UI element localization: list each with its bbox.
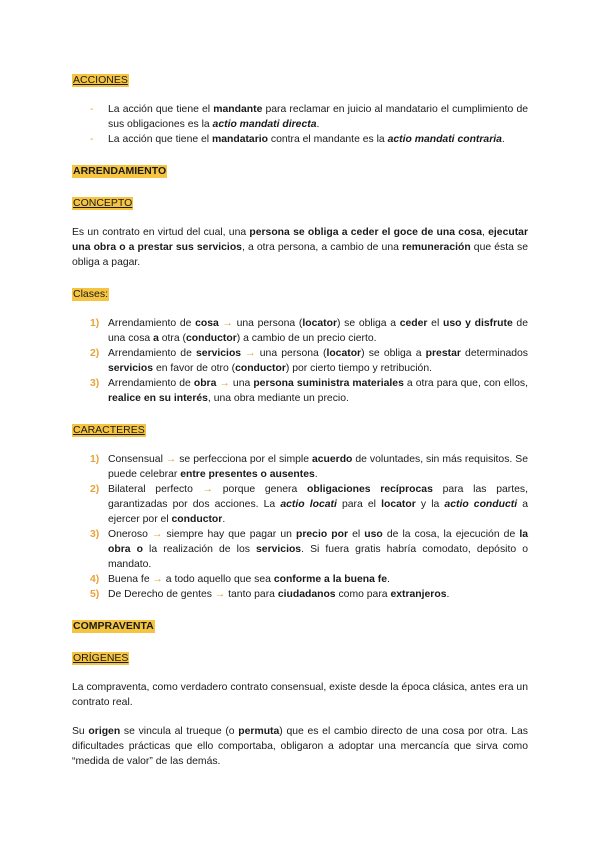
clases-list	[72, 316, 528, 406]
clases-label: Clases:	[73, 288, 109, 300]
concepto-paragraph: Es un contrato en virtud del cual, una persona se obliga a ceder el goce de una cosa, ejecutar una obra o a prestar sus servicios, a otra persona, a cambio de una remuneración que ésta se obliga a pagar.	[72, 227, 528, 268]
caracteres-heading: CARACTERES	[73, 424, 145, 436]
caracteres-heading-wrap	[72, 420, 528, 438]
caracter-item: 1) Consensual → se perfecciona por el simple acuerdo de voluntades, sin más requisitos. Se puede celebrar entre presentes o ausentes.	[90, 454, 528, 480]
clases-label-wrap	[72, 284, 528, 302]
origenes-paragraph-1: La compraventa, como verdadero contrato consensual, existe desde la época clásica, antes era un contrato real.	[72, 682, 528, 708]
caracter-item: 2) Bilateral perfecto → porque genera obligaciones recíprocas para las partes, garantizadas por dos acciones. La actio locati para el locator y la actio conducti a ejercer por el conductor.	[90, 484, 528, 525]
acciones-item: - La acción que tiene el mandatario contra el mandante es la actio mandati contraria.	[72, 132, 528, 147]
acciones-heading-wrap	[72, 70, 528, 88]
caracteres-list	[72, 452, 528, 602]
clase-item: 2) Arrendamiento de servicios → una persona (locator) se obliga a prestar determinados servicios en favor de otro (conductor) por cierto tiempo y retribución.	[90, 348, 528, 374]
acciones-item: - La acción que tiene el mandante para reclamar en juicio al mandatario el cumplimiento de sus obligaciones es la actio mandati directa.	[72, 102, 528, 132]
origenes-paragraph-2: Su origen se vincula al trueque (o permuta) que es el cambio directo de una cosa por otra. Las dificultades prácticas que ello comportaba, obligaron a adoptar una mercancía que sirva como “medida de valor” de las demás.	[72, 726, 528, 767]
clase-item: 3) Arrendamiento de obra → una persona suministra materiales a otra para que, con ellos, realice en su interés, una obra mediante un precio.	[90, 378, 528, 404]
acciones-heading: ACCIONES	[73, 74, 128, 86]
concepto-heading-wrap	[72, 193, 528, 211]
arrendamiento-heading-wrap	[72, 161, 528, 179]
acciones-list	[72, 102, 528, 147]
caracter-item: 5) De Derecho de gentes → tanto para ciudadanos como para extranjeros.	[90, 589, 450, 600]
compraventa-heading-wrap	[72, 616, 528, 634]
concepto-heading: CONCEPTO	[73, 197, 133, 209]
arrendamiento-heading: ARRENDAMIENTO	[73, 165, 167, 177]
origenes-heading-wrap	[72, 648, 528, 666]
compraventa-heading: COMPRAVENTA	[73, 620, 154, 632]
caracter-item: 4) Buena fe → a todo aquello que sea conforme a la buena fe.	[90, 574, 390, 585]
clase-item: 1) Arrendamiento de cosa → una persona (locator) se obliga a ceder el uso y disfrute de una cosa a otra (conductor) a cambio de un precio cierto.	[90, 318, 528, 344]
caracter-item: 3) Oneroso → siempre hay que pagar un precio por el uso de la cosa, la ejecución de la obra o la realización de los servicios. Si fuera gratis habría comodato, depósito o mandato.	[90, 529, 528, 570]
origenes-heading: ORÍGENES	[73, 652, 129, 664]
